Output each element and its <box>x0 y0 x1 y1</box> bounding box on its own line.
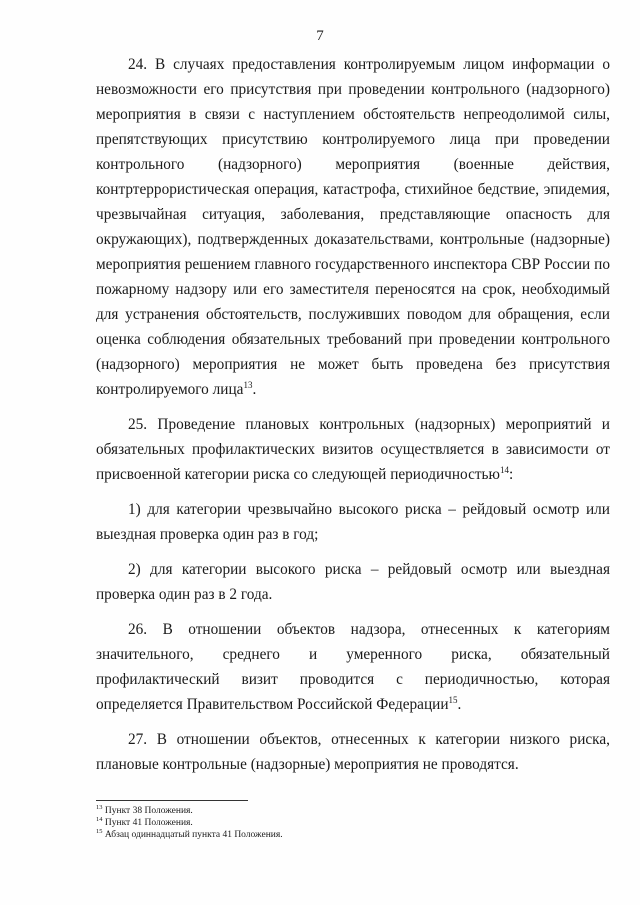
footnotes <box>96 805 610 841</box>
footnote-13-text: Пункт 38 Положения. <box>104 806 193 816</box>
document-body <box>96 52 610 787</box>
page-number: 7 <box>316 28 324 44</box>
paragraph-24 <box>96 52 610 402</box>
footnote-13 <box>96 805 610 817</box>
footnote-15-text: Абзац одиннадцатый пункта 41 Положения. <box>104 830 283 840</box>
footnote-13-number: 13 <box>96 803 103 811</box>
paragraph-26-text: 26. В отношении объектов надзора, отнесенных к категориям значительного, среднего и умеренного риска, обязательный профилактический визит проводится с периодичностью, которая определяется Правительством Российской Федерации <box>96 621 610 713</box>
paragraph-25-text: 25. Проведение плановых контрольных (надзорных) мероприятий и обязательных профилактических визитов осуществляется в зависимости от присвоенной категории риска со следующей периодичностью <box>96 416 610 483</box>
footnote-divider <box>96 800 248 801</box>
footnote-ref-14: 14 <box>499 464 509 475</box>
paragraph-25-item-2: 2) для категории высокого риска – рейдовый осмотр или выездная проверка один раз в 2 года. <box>96 561 610 603</box>
paragraph-25-item-1: 1) для категории чрезвычайно высокого риска – рейдовый осмотр или выездная проверка один раз в год; <box>96 501 610 543</box>
footnote-14 <box>96 817 610 829</box>
footnote-15-number: 15 <box>96 827 103 835</box>
paragraph-27: 27. В отношении объектов, отнесенных к категории низкого риска, плановые контрольные (надзорные) мероприятия не проводятся. <box>96 731 610 773</box>
footnote-14-text: Пункт 41 Положения. <box>104 818 193 828</box>
footnote-14-number: 14 <box>96 815 103 823</box>
paragraph-25-end: : <box>508 466 514 483</box>
paragraph-24-text: 24. В случаях предоставления контролируемым лицом информации о невозможности его присутствия при проведении контрольного (надзорного) мероприятия в связи с наступлением обстоятельств непреодолимой силы, препятствующих присутствию контролируемого лица при проведении контрольного (надзорного) мероприятия (военные действия, контртеррористическая операция, катастрофа, стихийное бедствие, эпидемия, чрезвычайная ситуация, заболевания, представляющие опасность для окружающих), подтвержденных доказательствами, контрольные (надзорные) мероприятия решением главного государственного инспектора СВР России по пожарному надзору или его заместителя переносятся на срок, необходимый для устранения обстоятельств, послуживших поводом для обращения, если оценка соблюдения обязательных требований при проведении контрольного (надзорного) мероприятия не может быть проведена без присутствия контролируемого лица <box>96 56 610 398</box>
footnote-ref-15: 15 <box>448 694 458 705</box>
footnote-ref-13: 13 <box>243 379 253 390</box>
footnote-15 <box>96 829 610 841</box>
paragraph-24-end: . <box>252 381 257 398</box>
paragraph-25 <box>96 412 610 487</box>
paragraph-26 <box>96 617 610 717</box>
paragraph-26-end: . <box>457 696 462 713</box>
